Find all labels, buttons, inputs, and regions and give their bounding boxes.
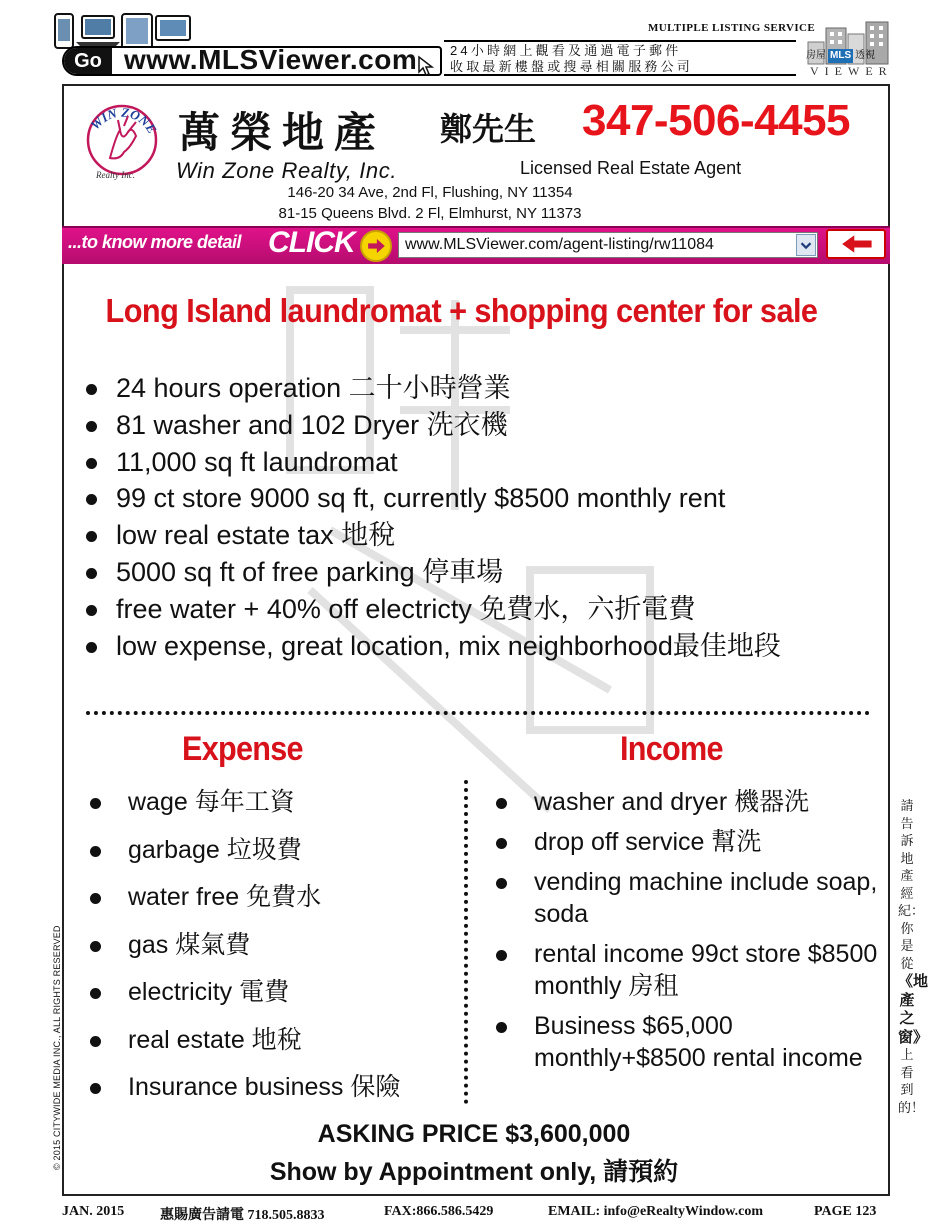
income-item: rental income 99ct store $8500 monthly 房租 xyxy=(496,938,882,1002)
feature-item: 99 ct store 9000 sq ft, currently $8500 monthly rent xyxy=(86,480,781,517)
agent-name: 鄭先生 xyxy=(440,111,537,147)
service-line-1: 24小時網上觀看及通過電子郵件 xyxy=(450,43,682,58)
asking-price: ASKING PRICE $3,600,000 xyxy=(317,1120,631,1148)
feature-item: 11,000 sq ft laundromat xyxy=(86,444,781,481)
click-detail-text: ...to know more detail xyxy=(68,232,242,252)
income-list xyxy=(496,786,882,1082)
arrow-left-icon[interactable] xyxy=(826,229,886,259)
side-vertical-note xyxy=(898,798,929,1117)
copyright-notice: © 2015 CITYWIDE MEDIA INC., ALL RIGHTS RESERVED xyxy=(52,925,62,1170)
click-link[interactable]: CLICK xyxy=(268,226,355,259)
feature-item: free water + 40% off electricty 免費水，六折電費 xyxy=(86,591,781,628)
expense-item: Insurance business 保險 xyxy=(90,1071,462,1119)
expense-heading: Expense xyxy=(182,730,303,768)
svg-text:WIN ZONE xyxy=(87,104,160,136)
listing-url-select[interactable]: www.MLSViewer.com/agent-listing/rw11084 xyxy=(398,232,818,258)
income-item: drop off service 幫洗 xyxy=(496,826,882,858)
feature-list xyxy=(86,370,781,664)
side-note-part1: 請告訴地產經紀：你是從 xyxy=(898,799,925,972)
logo-cn-right: 透視 xyxy=(855,50,876,61)
column-divider xyxy=(464,780,468,1104)
logo-arc-text: WIN ZONE xyxy=(87,104,160,137)
listing-headline: Long Island laundromat + shopping center for sale xyxy=(105,292,818,329)
side-note-part2: 上看到的！ xyxy=(898,1048,925,1116)
agent-phone[interactable]: 347-506-4455 xyxy=(582,96,851,145)
logo-viewer-text: VIEWER xyxy=(810,64,893,78)
feature-item: low expense, great location, mix neighborhood最佳地段 xyxy=(86,628,781,665)
expense-item: gas 煤氣費 xyxy=(90,929,462,977)
office-address-elmhurst: 81-15 Queens Blvd. 2 Fl, Elmhurst, NY 11373 xyxy=(278,205,582,222)
side-note-title: 《地產之窗》 xyxy=(898,972,929,1046)
logo-cn-left: 房屋 xyxy=(806,50,826,61)
feature-item: 81 washer and 102 Dryer 洗衣機 xyxy=(86,407,781,444)
ad-phone: 惠賜廣告請電 718.505.8833 xyxy=(160,1208,325,1223)
footer-rule xyxy=(62,1194,890,1196)
go-button[interactable]: Go xyxy=(64,48,112,74)
company-name-english: Win Zone Realty, Inc. xyxy=(176,158,398,183)
mls-service-title: MULTIPLE LISTING SERVICE xyxy=(648,22,816,34)
chevron-down-icon[interactable] xyxy=(796,234,816,256)
expense-item: real estate 地稅 xyxy=(90,1024,462,1072)
expense-item: wage 每年工資 xyxy=(90,786,462,834)
company-logo xyxy=(80,96,164,180)
issue-date: JAN. 2015 xyxy=(62,1204,125,1219)
appointment-note: Show by Appointment only, 請預約 xyxy=(269,1158,679,1186)
feature-item: 5000 sq ft of free parking 停車場 xyxy=(86,554,781,591)
contact-email[interactable]: EMAIL: info@eRealtyWindow.com xyxy=(548,1204,763,1219)
expense-item: water free 免費水 xyxy=(90,881,462,929)
expense-item: garbage 垃圾費 xyxy=(90,834,462,882)
office-address-flushing: 146-20 34 Ave, 2nd Fl, Flushing, NY 11354 xyxy=(287,184,573,201)
income-item: Business $65,000 monthly+$8500 rental income xyxy=(496,1010,882,1074)
logo-subtitle: Realty Inc. xyxy=(96,170,135,180)
income-item: washer and dryer 機器洗 xyxy=(496,786,882,818)
feature-item: low real estate tax 地稅 xyxy=(86,517,781,554)
agent-role: Licensed Real Estate Agent xyxy=(520,158,742,178)
site-url-link[interactable]: www.MLSViewer.com xyxy=(124,44,418,75)
page-number: PAGE 123 xyxy=(814,1204,877,1219)
logo-mls: MLS xyxy=(830,50,852,61)
expense-item: electricity 電費 xyxy=(90,976,462,1024)
section-divider xyxy=(86,711,870,715)
income-heading: Income xyxy=(620,730,723,768)
service-description xyxy=(444,40,796,76)
cursor-icon xyxy=(418,56,434,76)
income-item: vending machine include soap, soda xyxy=(496,866,882,930)
feature-item: 24 hours operation 二十小時營業 xyxy=(86,370,781,407)
fax-number: FAX:866.586.5429 xyxy=(384,1204,494,1219)
company-name-chinese: 萬榮地產 xyxy=(178,108,387,157)
expense-list xyxy=(90,786,462,1119)
arrow-right-icon[interactable] xyxy=(360,230,392,262)
viewer-logo-badge xyxy=(804,49,892,63)
service-line-2: 收取最新樓盤或搜尋相關服務公司 xyxy=(450,59,694,74)
